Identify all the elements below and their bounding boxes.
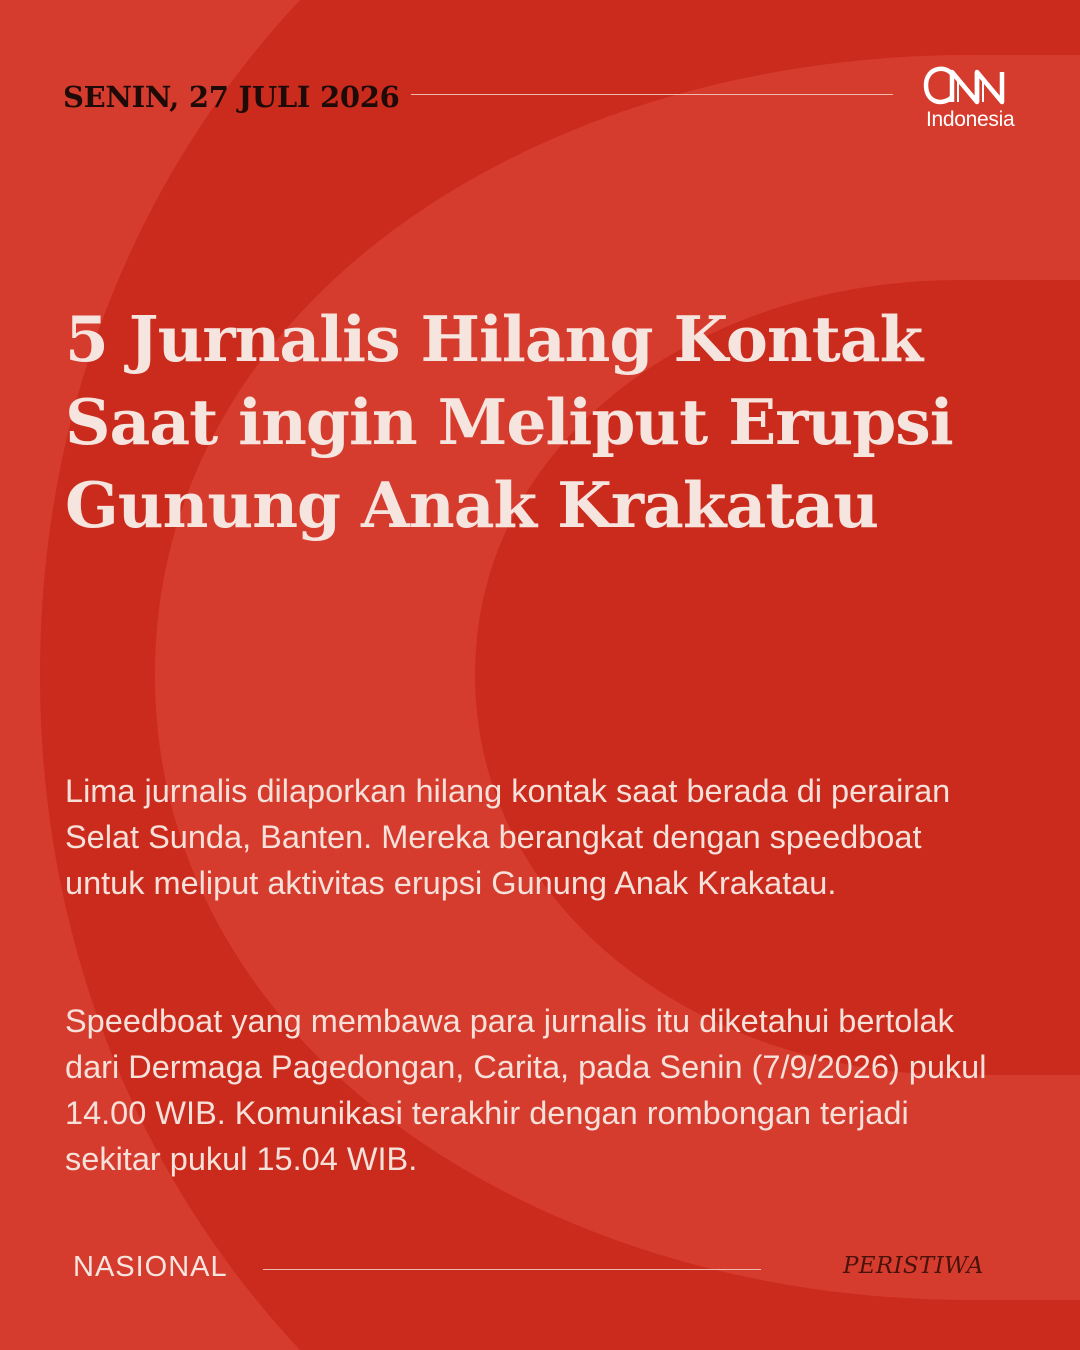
category-label: NASIONAL	[73, 1251, 228, 1283]
footer-divider	[263, 1269, 761, 1270]
article-paragraph: Lima jurnalis dilaporkan hilang kontak saat berada di perairan Selat Sunda, Banten. Mereka berangkat dengan speedboat untuk meliput aktivitas erupsi Gunung Anak Krakatau.	[65, 773, 951, 901]
headline-line: Gunung Anak Krakatau	[65, 468, 879, 542]
headline-line: 5 Jurnalis Hilang Kontak	[65, 302, 923, 376]
header-divider	[411, 94, 893, 95]
publication-date: SENIN, 27 JULI 2026	[63, 80, 400, 114]
article-paragraph: Speedboat yang membawa para jurnalis itu diketahui bertolak dari Dermaga Pagedongan, Carita, pada Senin (7/9/2026) pukul 14.00 WIB. Komunikasi terakhir dengan rombongan terjadi sekitar pukul 15.04 WIB.	[65, 1003, 987, 1177]
headline-line: Saat ingin Meliput Erupsi	[65, 385, 953, 459]
headline	[65, 298, 965, 547]
subcategory-label: PERISTIWA	[843, 1253, 984, 1279]
brand-sub-label: Indonesia	[926, 108, 1015, 131]
